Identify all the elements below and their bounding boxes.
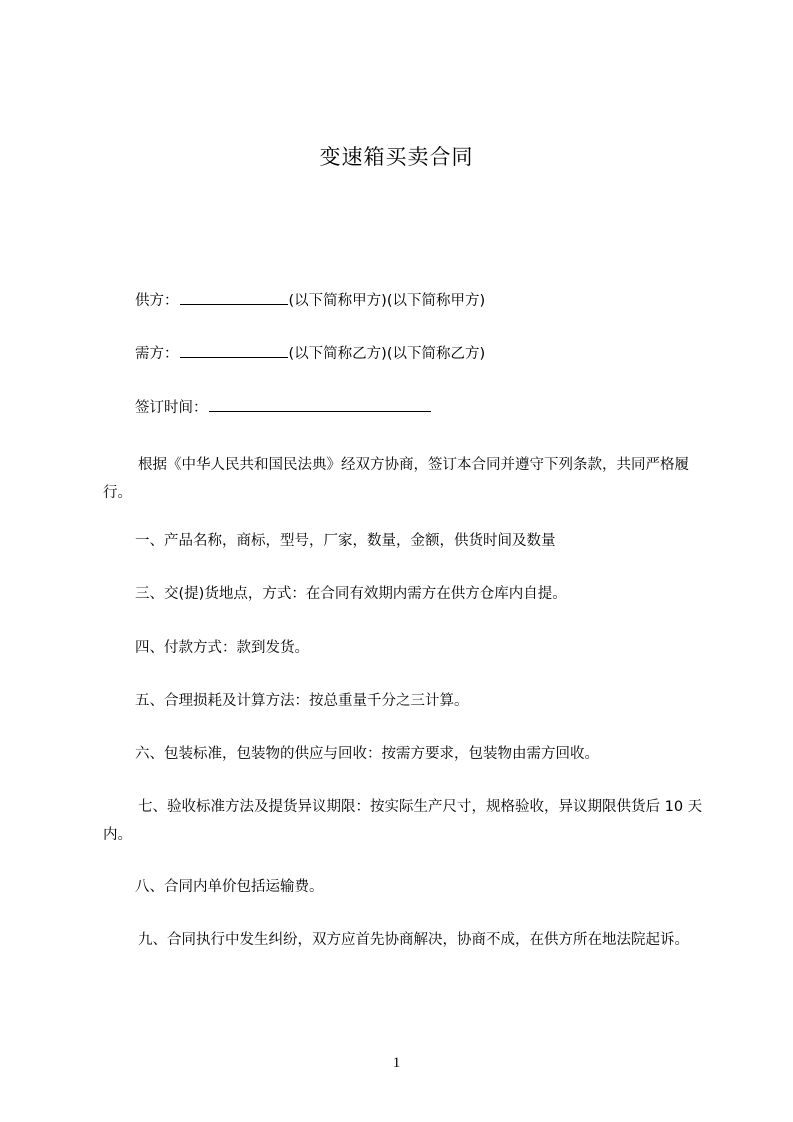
clause-4: 四、付款方式：款到发货。 (135, 640, 309, 656)
clause-3: 三、交(提)货地点，方式：在合同有效期内需方在供方仓库内自提。 (135, 586, 567, 602)
document-title: 变速箱买卖合同 (319, 145, 474, 169)
buyer-blank (180, 344, 288, 358)
page-number: 1 (392, 1055, 401, 1071)
supplier-suffix: (以下简称甲方)(以下简称甲方) (288, 293, 486, 309)
clause-7: 七、验收标准方法及提货异议期限：按实际生产尺寸，规格验收，异议期限供货后 10 天内。 (103, 799, 703, 843)
clause-5: 五、合理损耗及计算方法：按总重量千分之三计算。 (135, 693, 469, 709)
supplier-blank (180, 291, 288, 305)
supplier-label: 供方： (135, 293, 179, 309)
intro-paragraph: 根据《中华人民共和国民法典》经双方协商，签订本合同并遵守下列条款，共同严格履行。 (103, 457, 689, 501)
buyer-suffix: (以下简称乙方)(以下简称乙方) (288, 346, 486, 362)
clause-1: 一、产品名称，商标，型号，厂家，数量，金额，供货时间及数量 (135, 533, 556, 549)
clause-6: 六、包装标准，包装物的供应与回收：按需方要求，包装物由需方回收。 (135, 746, 599, 762)
buyer-line (135, 344, 485, 364)
clause-9: 九、合同执行中发生纠纷，双方应首先协商解决，协商不成，在供方所在地法院起诉。 (138, 932, 689, 948)
clause-8: 八、合同内单价包括运输费。 (135, 879, 324, 895)
sign-time-line (135, 398, 432, 418)
supplier-line (135, 291, 485, 311)
sign-time-blank (209, 398, 431, 412)
buyer-label: 需方： (135, 346, 179, 362)
sign-time-label: 签订时间： (135, 400, 208, 416)
